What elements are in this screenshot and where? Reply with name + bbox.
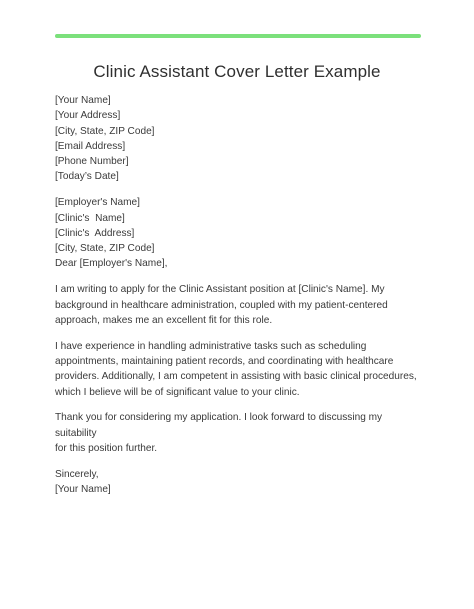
page-title: Clinic Assistant Cover Letter Example <box>93 62 381 81</box>
sign-off: Sincerely, <box>55 468 99 480</box>
sender-email: [Email Address] <box>55 140 126 152</box>
signature-name: [Your Name] <box>55 484 111 496</box>
paragraph-intro: I am writing to apply for the Clinic Assistant position at [Clinic's Name]. My background in healthcare administration, coupled with my patient-centered approach, makes me an excellent fit for this role. <box>55 284 388 326</box>
header-accent-bar <box>55 34 421 38</box>
salutation: Dear [Employer's Name], <box>55 258 168 270</box>
paragraph-experience: I have experience in handling administrative tasks such as scheduling appointments, maintaining patient records, and coordinating with healthcare providers. Additionally, I am competent in assisting with basic clinical procedures, which I believe will be of significant value to your clinic. <box>55 340 417 398</box>
paragraph-closing: Thank you for considering my application. I look forward to discussing my suitability for this position further. <box>55 412 383 454</box>
recipient-city-state-zip: [City, State, ZIP Code] <box>55 243 155 255</box>
recipient-block <box>55 195 425 271</box>
letter-body <box>55 93 425 508</box>
sender-city-state-zip: [City, State, ZIP Code] <box>55 125 155 137</box>
sender-name: [Your Name] <box>55 95 111 106</box>
sender-block <box>55 93 425 185</box>
sender-phone: [Phone Number] <box>55 156 129 168</box>
clinic-address: [Clinic's Address] <box>55 227 135 239</box>
letter-date: [Today’s Date] <box>55 171 119 183</box>
clinic-name: [Clinic's Name] <box>55 212 125 224</box>
signature-block <box>55 467 425 498</box>
employer-name: [Employer's Name] <box>55 197 140 209</box>
sender-address: [Your Address] <box>55 110 121 122</box>
